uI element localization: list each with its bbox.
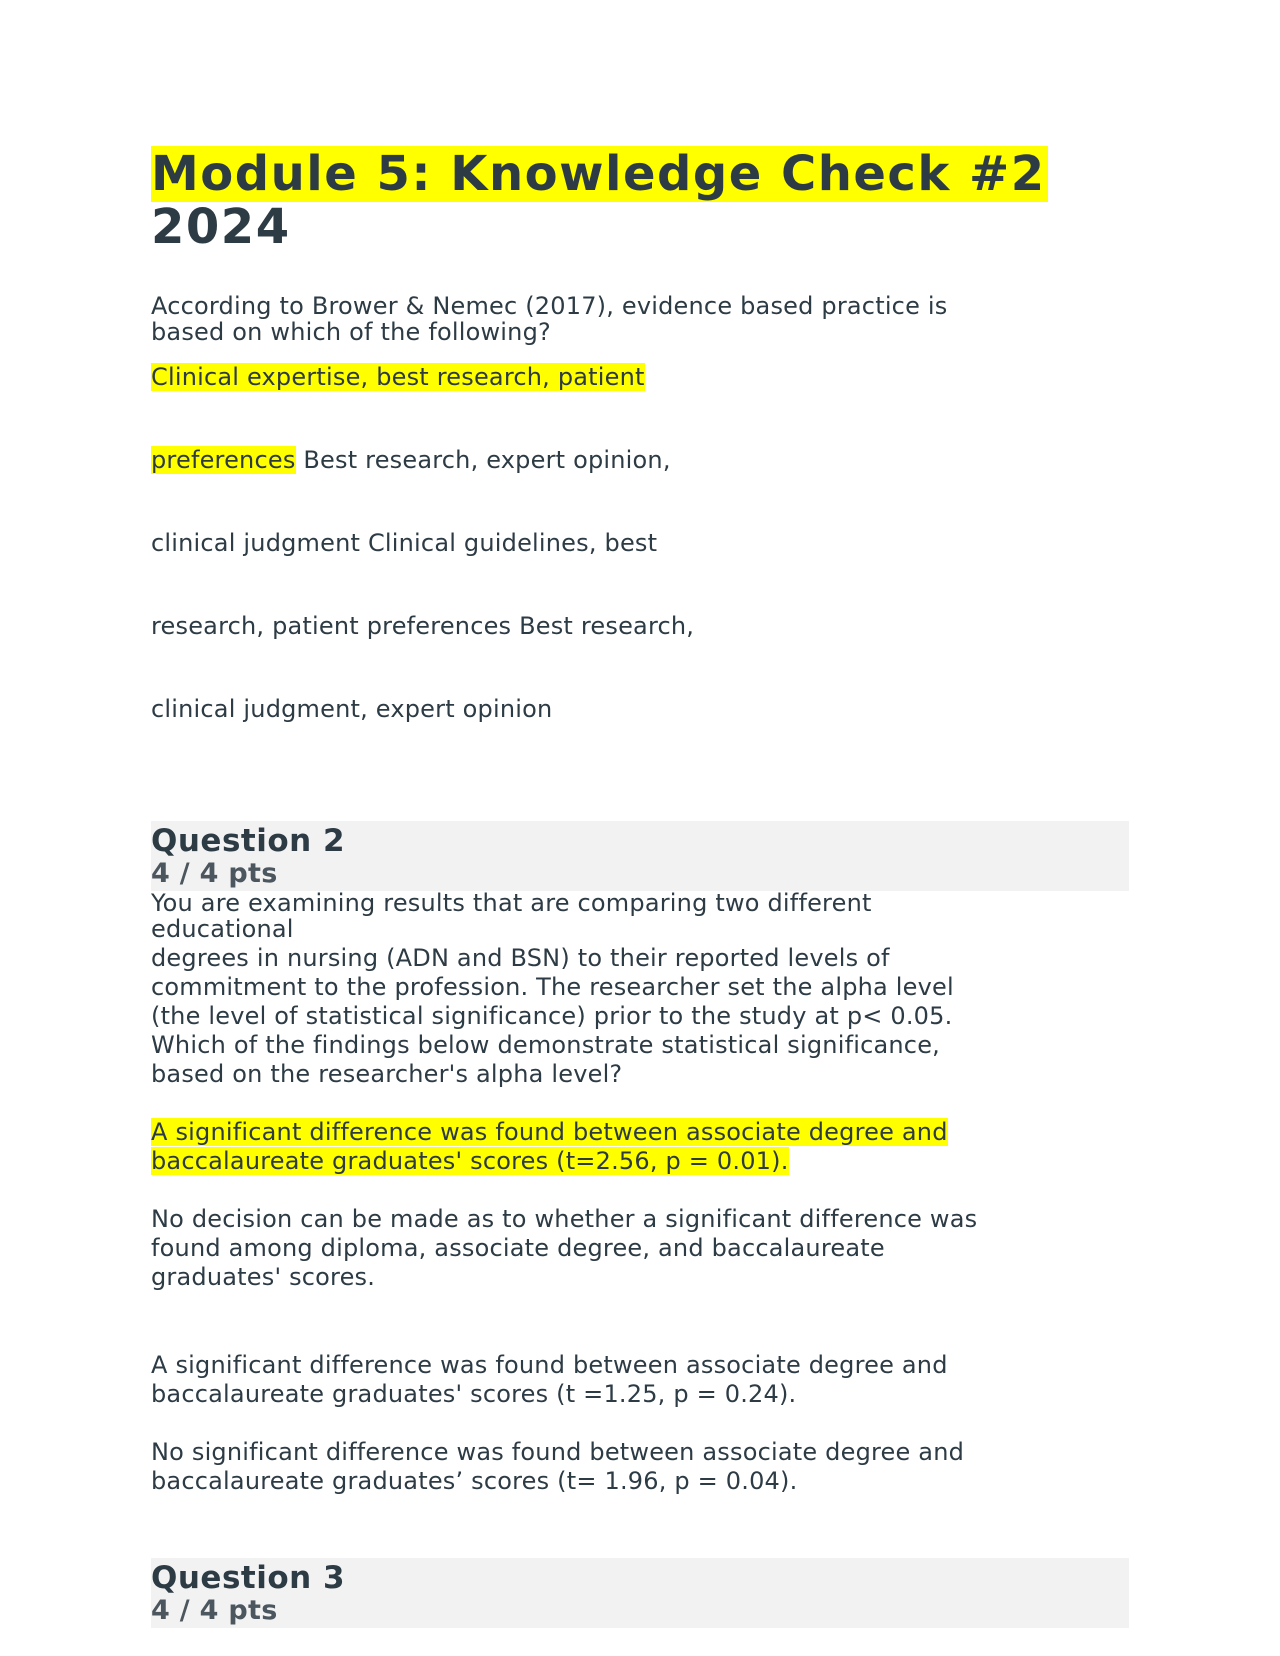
q2-prompt-line: educational — [151, 915, 294, 943]
q1-option-text: Best research, expert opinion, — [295, 446, 671, 474]
question-3-points: 4 / 4 pts — [151, 1595, 278, 1626]
q1-answer-line-3: clinical judgment Clinical guidelines, best — [151, 529, 658, 557]
q2-prompt-line: (the level of statistical significance) prior to the study at p< 0.05. — [151, 1002, 953, 1030]
q2-option-3 — [151, 1351, 948, 1409]
q2-prompt-line: commitment to the profession. The researcher set the alpha level — [151, 973, 954, 1001]
q1-correct-answer-part-1: Clinical expertise, best research, patient — [151, 363, 645, 391]
q2-option-2-line: No decision can be made as to whether a significant difference was — [151, 1205, 978, 1233]
q2-prompt-cont — [151, 944, 954, 1089]
q1-prompt-line-2: based on which of the following? — [151, 318, 551, 346]
q2-option-3-line: baccalaureate graduates' scores (t =1.25, p = 0.24). — [151, 1380, 797, 1408]
q1-answer-line-2 — [151, 446, 671, 475]
document-title — [151, 148, 1048, 254]
q2-prompt-line: degrees in nursing (ADN and BSN) to their reported levels of — [151, 944, 890, 972]
q2-option-2 — [151, 1205, 977, 1292]
q1-answer-line-5: clinical judgment, expert opinion — [151, 695, 553, 723]
q1-prompt — [151, 293, 947, 345]
q2-prompt — [151, 890, 872, 942]
q2-option-1-line-1: A significant difference was found between associate degree and — [151, 1118, 948, 1146]
q2-option-3-line: A significant difference was found between associate degree and — [151, 1351, 948, 1379]
q2-option-4-line: No significant difference was found between associate degree and — [151, 1438, 965, 1466]
title-line-1: Module 5: Knowledge Check #2 — [151, 146, 1046, 202]
q2-prompt-line: based on the researcher's alpha level? — [151, 1060, 623, 1088]
q1-answer-line-1 — [151, 363, 645, 392]
question-2-header — [151, 821, 1129, 891]
q2-option-4 — [151, 1438, 964, 1496]
title-line-2: 2024 — [151, 199, 291, 255]
q2-option-1-line-2: baccalaureate graduates' scores (t=2.56, p = 0.01). — [151, 1147, 789, 1175]
q2-prompt-line: Which of the findings below demonstrate statistical significance, — [151, 1031, 940, 1059]
question-3-title: Question 3 — [151, 1560, 346, 1596]
q1-correct-answer-part-2: preferences — [151, 446, 296, 474]
q1-answer-line-4: research, patient preferences Best research, — [151, 612, 695, 640]
question-2-points: 4 / 4 pts — [151, 858, 278, 889]
q2-option-2-line: found among diploma, associate degree, and baccalaureate — [151, 1234, 885, 1262]
q2-option-2-line: graduates' scores. — [151, 1263, 376, 1291]
question-2-title: Question 2 — [151, 823, 346, 859]
q2-prompt-line: You are examining results that are comparing two different — [151, 889, 872, 917]
q1-prompt-line-1: According to Brower & Nemec (2017), evidence based practice is — [151, 292, 948, 320]
q2-option-correct — [151, 1118, 948, 1176]
question-3-header — [151, 1558, 1129, 1628]
q2-option-4-line: baccalaureate graduates’ scores (t= 1.96, p = 0.04). — [151, 1467, 798, 1495]
